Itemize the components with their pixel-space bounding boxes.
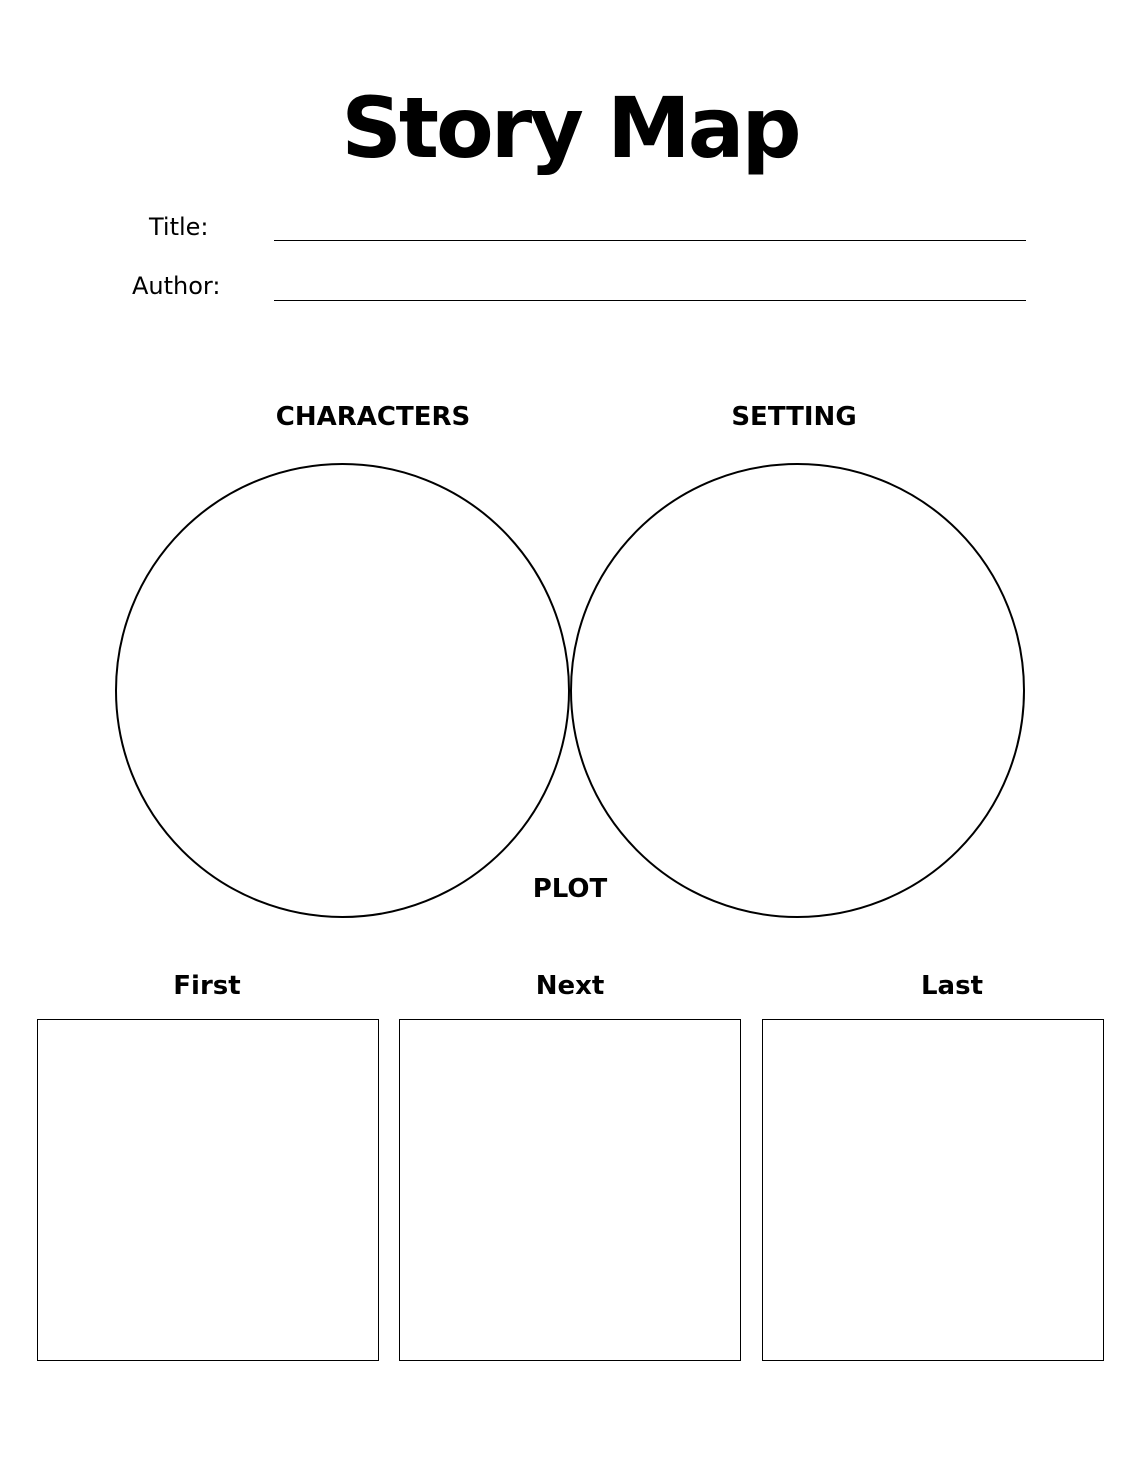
characters-heading: CHARACTERS (275, 402, 471, 432)
setting-circle[interactable] (570, 463, 1025, 918)
last-heading: Last (920, 971, 984, 1001)
characters-circle[interactable] (115, 463, 570, 918)
next-heading: Next (535, 971, 605, 1001)
plot-heading: PLOT (532, 874, 608, 904)
author-input-line[interactable] (274, 300, 1026, 301)
first-heading: First (173, 971, 241, 1001)
page-title: Story Map (341, 79, 799, 177)
author-label: Author: (132, 272, 221, 300)
setting-heading: SETTING (731, 402, 857, 432)
next-box[interactable] (399, 1019, 741, 1361)
first-box[interactable] (37, 1019, 379, 1361)
title-input-line[interactable] (274, 240, 1026, 241)
last-box[interactable] (762, 1019, 1104, 1361)
title-label: Title: (149, 213, 209, 241)
